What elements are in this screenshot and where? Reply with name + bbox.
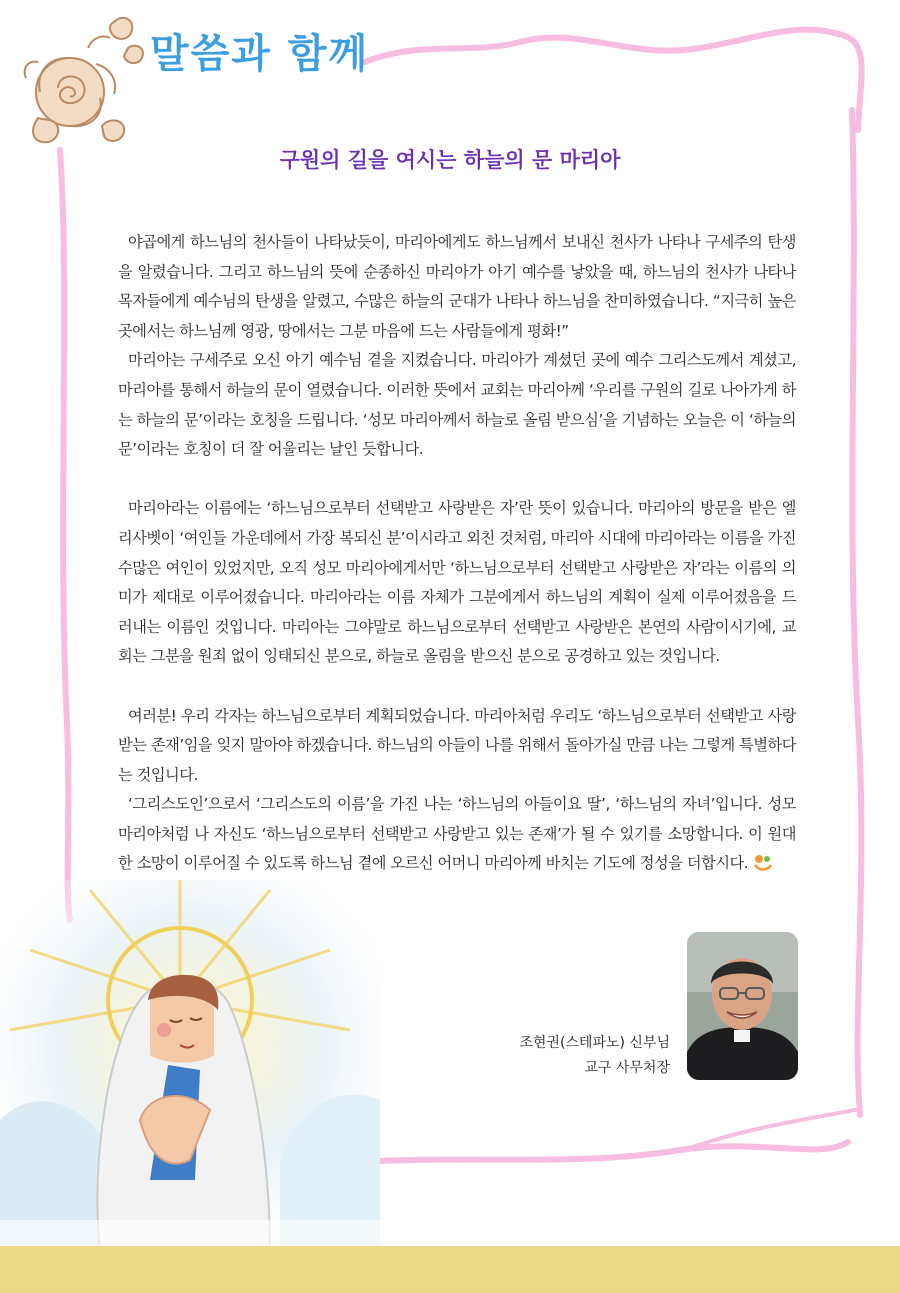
virgin-mary-illustration — [0, 880, 380, 1250]
end-mark-logo-icon — [752, 853, 774, 871]
paragraph-2: 마리아는 구세주로 오신 아기 예수님 곁을 지켰습니다. 마리아가 계셨던 곳에 예수 그리스도께서 계셨고, 마리아를 통해서 하늘의 문이 열렸습니다. 이러한 뜻에서 교회는 마리아께 ‘우리를 구원의 길로 나아가게 하는 하늘의 문’이라는 호칭을 드립니다. ‘성모 마리아께서 하늘로 올림 받으심’을 기념하는 오늘은 이 ‘하늘의 문’이라는 호칭이 더 잘 어울리는 날인 듯합니다. — [118, 351, 796, 459]
paragraph-3: 마리아라는 이름에는 ‘하느님으로부터 선택받고 사랑받은 자’란 뜻이 있습니다. 마리아의 방문을 받은 엘리사벳이 ‘여인들 가운데에서 가장 복되신 분’이시라고 외친 것처럼, 마리아 시대에 마리아라는 이름을 가진 수많은 여인이 있었지만, 오직 성모 마리아에게서만 ‘하느님으로부터 선택받고 사랑받은 자’라는 이름의 의미가 제대로 이루어졌습니다. 마리아라는 이름 자체가 그분에게서 하느님의 계획이 실제 이루어졌음을 드러내는 이름인 것입니다. 마리아는 그야말로 하느님으로부터 선택받고 사랑받은 본연의 사람이시기에, 교회는 그분을 원죄 없이 잉태되신 분으로, 하늘로 올림을 받으신 분으로 공경하고 있는 것입니다. — [118, 499, 796, 666]
paragraph-5-text: ‘그리스도인’으로서 ‘그리스도의 이름’을 가진 나는 ‘하느님의 아들이요 딸’, ‘하느님의 자녀’입니다. 성모 마리아처럼 나 자신도 ‘하느님으로부터 선택받고 사랑받고 있는 존재’가 될 수 있기를 소망합니다. 이 원대한 소망이 이루어질 수 있도록 하느님 곁에 오르신 어머니 마리아께 바치는 기도에 정성을 더합시다. — [118, 795, 796, 873]
page-header-title: 말씀과 함께 — [150, 31, 370, 77]
author-signature — [519, 1031, 670, 1081]
paragraph-4: 여러분! 우리 각자는 하느님으로부터 계획되었습니다. 마리아처럼 우리도 ‘하느님으로부터 선택받고 사랑받는 존재’임을 잊지 말아야 하겠습니다. 하느님의 아들이 나를 위해서 돌아가실 만큼 나는 그렇게 특별하다는 것입니다. — [118, 706, 796, 784]
author-role: 교구 사무처장 — [584, 1060, 670, 1076]
footer-band — [0, 1246, 900, 1293]
rose-decoration-icon — [18, 8, 146, 153]
author-photo — [687, 932, 798, 1080]
paragraph-5 — [118, 790, 796, 879]
author-name: 조현권(스테파노) 신부님 — [519, 1035, 670, 1051]
author-portrait-image — [687, 932, 798, 1080]
paragraph-1: 야곱에게 하느님의 천사들이 나타났듯이, 마리아에게도 하느님께서 보내신 천사가 나타나 구세주의 탄생을 알렸습니다. 그리고 하느님의 뜻에 순종하신 마리아가 아기 예수를 낳았을 때, 하느님의 천사가 나타나 목자들에게 예수님의 탄생을 알렸고, 수많은 하늘의 군대가 나타나 하느님을 찬미하였습니다. “지극히 높은 곳에서는 하느님께 영광, 땅에서는 그분 마음에 드는 사람들에게 평화!” — [118, 233, 796, 340]
article-body — [118, 228, 796, 879]
article-title: 구원의 길을 여시는 하늘의 문 마리아 — [279, 148, 621, 172]
